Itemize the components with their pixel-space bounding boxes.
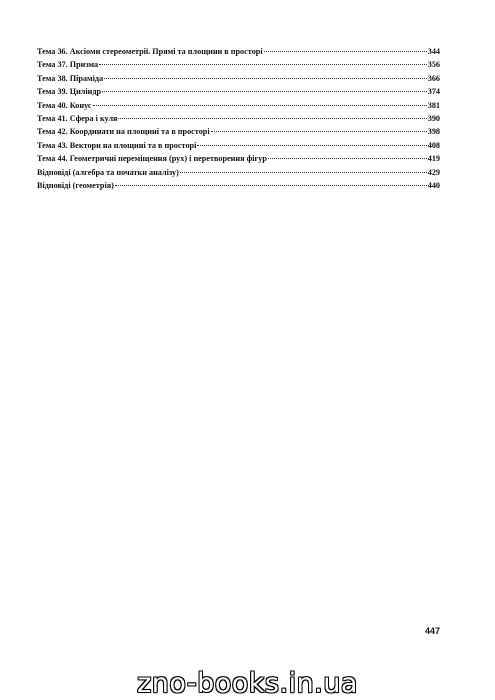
table-of-contents <box>37 45 440 192</box>
toc-entry-topic-42 <box>37 125 440 138</box>
toc-entry-label: Відповіді (алгебра та початки аналізу) <box>37 167 179 177</box>
toc-entry-page: 408 <box>427 140 440 150</box>
toc-entry-page: 390 <box>427 113 440 123</box>
toc-dot-leader <box>180 172 427 173</box>
toc-dot-leader <box>211 131 427 132</box>
toc-entry-label: Тема 38. Піраміда <box>37 73 104 83</box>
toc-entry-label: Тема 40. Конус <box>37 100 92 110</box>
toc-entry-page: 398 <box>427 127 440 137</box>
page-number: 447 <box>425 626 441 636</box>
toc-dot-leader <box>268 158 427 159</box>
toc-entry-page: 429 <box>427 167 440 177</box>
toc-entry-topic-36 <box>37 45 440 58</box>
toc-entry-page: 344 <box>427 47 440 56</box>
toc-entry-answers-geometry <box>37 179 440 192</box>
toc-dot-leader <box>197 145 426 146</box>
toc-entry-topic-43 <box>37 139 440 152</box>
toc-entry-answers-algebra <box>37 166 440 179</box>
toc-entry-page: 366 <box>427 73 440 83</box>
toc-entry-label: Тема 43. Вектори на площині та в просторі <box>37 140 197 150</box>
toc-entry-label: Тема 44. Геометричні переміщення (рух) і перетворення фігур <box>37 154 267 164</box>
toc-entry-label: Відповіді (геометрія) <box>37 180 114 190</box>
toc-entry-page: 356 <box>427 60 440 70</box>
toc-entry-page: 440 <box>427 180 440 190</box>
toc-entry-topic-38 <box>37 72 440 85</box>
toc-dot-leader <box>93 105 427 106</box>
toc-entry-page: 381 <box>427 100 440 110</box>
toc-entry-page: 374 <box>427 87 440 97</box>
toc-entry-topic-41 <box>37 112 440 125</box>
toc-entry-label: Тема 39. Циліндр <box>37 87 102 97</box>
toc-dot-leader <box>99 64 427 65</box>
toc-entry-topic-44 <box>37 152 440 165</box>
toc-dot-leader <box>264 51 427 52</box>
toc-entry-topic-39 <box>37 85 440 98</box>
toc-entry-topic-37 <box>37 58 440 71</box>
toc-entry-topic-40 <box>37 99 440 112</box>
toc-entry-page: 419 <box>427 154 440 164</box>
toc-dot-leader <box>118 118 426 119</box>
toc-dot-leader <box>102 91 427 92</box>
toc-dot-leader <box>104 78 427 79</box>
watermark: zno-books.in.ua <box>137 668 358 699</box>
toc-entry-label: Тема 41. Сфера і куля <box>37 113 118 123</box>
toc-entry-label: Тема 37. Призма <box>37 60 99 70</box>
toc-entry-label: Тема 42. Координати на площині та в просторі <box>37 127 210 137</box>
toc-entry-label: Тема 36. Аксіоми стереометрії. Прямі та площини в просторі <box>37 47 263 56</box>
toc-dot-leader <box>115 185 427 186</box>
